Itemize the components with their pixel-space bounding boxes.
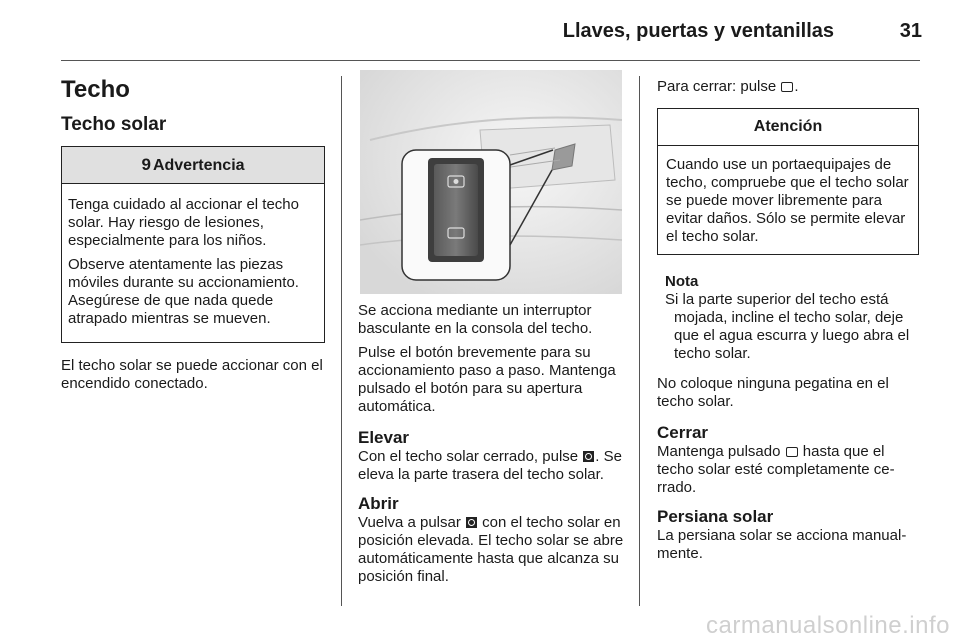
sunroof-raise-icon <box>583 451 594 462</box>
page-header-title: Llaves, puertas y ventanillas <box>562 20 834 42</box>
warning-text-1: Tenga cuidado al accionar el techo solar. Hay riesgo de lesiones, especialmente para los niños. <box>68 196 299 249</box>
header-rule <box>61 60 920 61</box>
body-paragraph: El techo solar se puede accionar con el encendido conectado. <box>61 357 323 392</box>
note-text: Si la parte superior del techo está mojada, incline el techo solar, deje que el agua escurra y luego abra el techo solar. <box>665 291 910 362</box>
sunroof-raise-icon <box>466 517 477 528</box>
column-2 <box>358 302 624 592</box>
sunroof-close-icon <box>781 82 793 92</box>
persiana-paragraph: La persiana solar se acciona manualmente. <box>657 527 907 562</box>
warning-box-body <box>62 184 324 342</box>
abrir-paragraph: Vuelva a pulsar con el techo solar en posición elevada. El techo solar se abre automáticamente hasta que alcanza su posición final. <box>358 514 624 585</box>
attention-box <box>657 108 919 255</box>
sunroof-switch-illustration <box>360 70 622 294</box>
persiana-heading: Persiana solar <box>657 507 774 526</box>
sunroof-close-icon <box>786 447 798 457</box>
warning-text-2: Observe atentamente las piezas móviles durante su accionamiento. Asegúrese de que nada quede atrapado mientras se mueven. <box>68 256 299 327</box>
cerrar-intro: Para cerrar: pulse . <box>657 78 799 95</box>
body-paragraph-2: Pulse el botón brevemente para su accionamiento paso a paso. Mantenga pulsado el botón para su apertura automática. <box>358 344 616 415</box>
elevar-heading: Elevar <box>358 428 410 447</box>
column-3 <box>657 78 919 569</box>
attention-box-body <box>658 146 918 254</box>
warning-box-header <box>62 147 324 184</box>
subsection-title: Techo solar <box>61 114 167 135</box>
warning-title: Advertencia <box>152 157 245 174</box>
elevar-paragraph: Con el techo solar cerrado, pulse . Se eleva la parte trasera del techo solar. <box>358 448 622 483</box>
attention-text: Cuando use un portaequipajes de techo, compruebe que el techo solar se puede mover libremente para evitar daños. Sólo se permite elevar el techo solar. <box>666 156 909 245</box>
page-number: 31 <box>899 20 922 42</box>
column-divider-1 <box>341 76 342 606</box>
warning-box <box>61 146 325 343</box>
abrir-heading: Abrir <box>358 494 399 513</box>
note-block <box>657 273 919 363</box>
warning-triangle-icon: 9 <box>141 155 151 174</box>
column-1 <box>61 76 325 399</box>
column-divider-2 <box>639 76 640 606</box>
watermark: carmanualsonline.info <box>706 612 950 639</box>
section-title: Techo <box>61 76 130 103</box>
body-paragraph: No coloque ninguna pegatina en el techo solar. <box>657 375 889 410</box>
body-paragraph-1: Se acciona mediante un interruptor basculante en la consola del techo. <box>358 302 593 337</box>
cerrar-paragraph: Mantenga pulsado hasta que el techo solar esté completamente cerrado. <box>657 443 895 496</box>
note-title: Nota <box>665 273 699 290</box>
cerrar-heading: Cerrar <box>657 423 709 442</box>
attention-box-header: Atención <box>658 109 918 146</box>
